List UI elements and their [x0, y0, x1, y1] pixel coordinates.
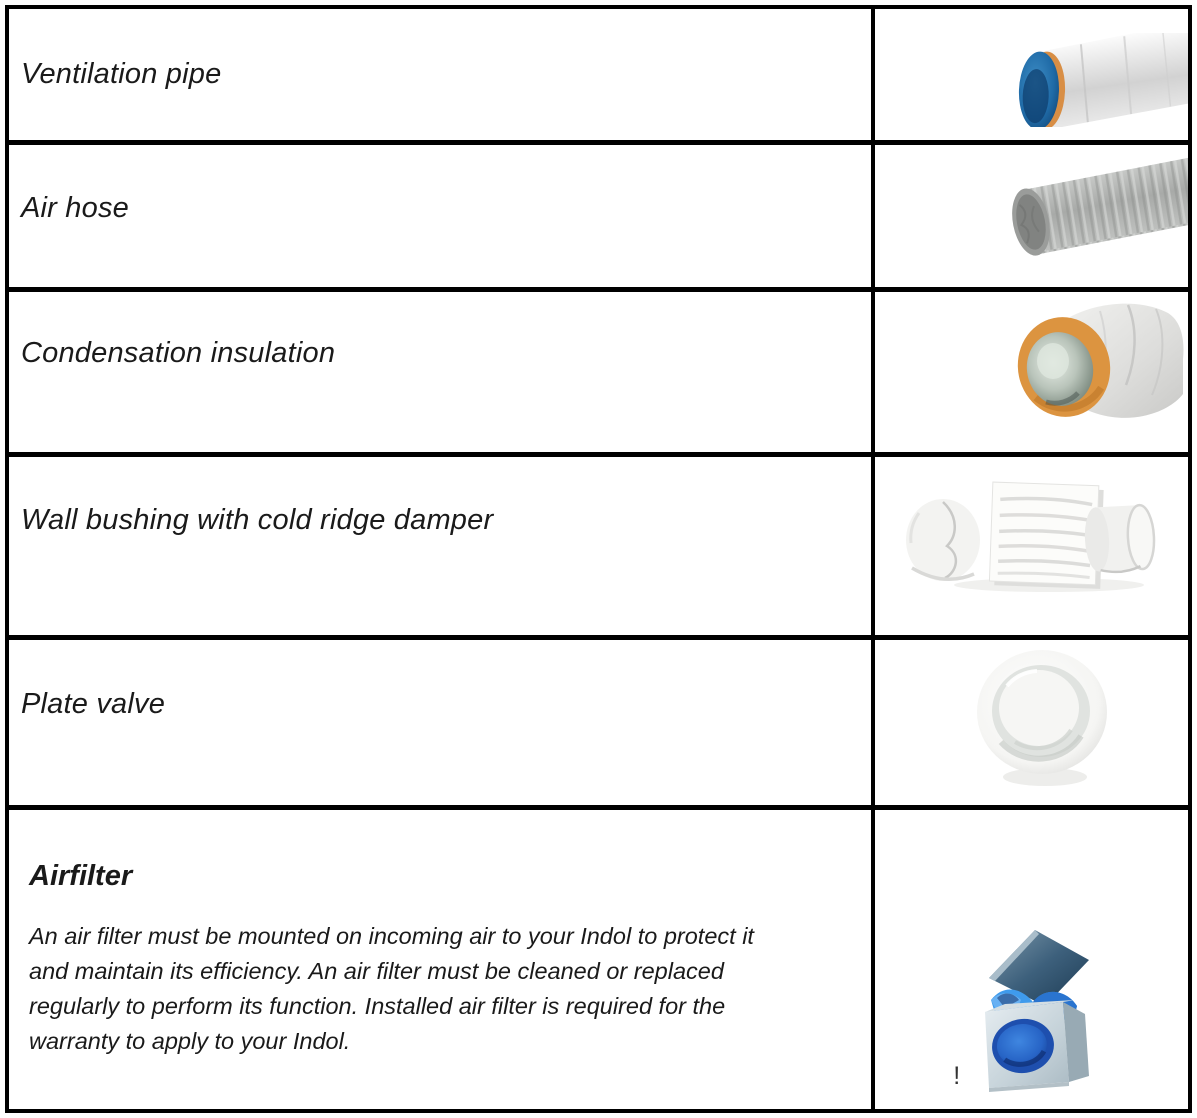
part-label: Air hose — [21, 191, 129, 224]
label-cell — [9, 457, 875, 635]
description-line: and maintain its efficiency. An air filter must be cleaned or replaced — [29, 958, 724, 984]
image-cell — [875, 145, 1188, 287]
plate-valve-photo — [973, 648, 1113, 790]
air-hose-photo — [998, 151, 1188, 269]
airfilter-description — [29, 919, 871, 1059]
label-cell — [9, 145, 875, 287]
image-cell — [875, 810, 1188, 1109]
label-cell — [9, 640, 875, 805]
section-heading: Airfilter — [29, 860, 133, 892]
part-label: Condensation insulation — [21, 336, 336, 369]
image-cell — [875, 9, 1188, 140]
air-filter-photo — [975, 920, 1097, 1092]
table-row — [9, 640, 1188, 810]
condensation-insulation-photo — [1000, 299, 1186, 431]
parts-table — [5, 5, 1192, 1113]
table-row — [9, 810, 1188, 1109]
table-row — [9, 457, 1188, 640]
label-cell — [9, 292, 875, 452]
label-cell — [9, 810, 875, 1109]
description-line: An air filter must be mounted on incoming air to your Indol to protect it — [29, 923, 754, 949]
ventilation-pipe-photo — [998, 33, 1188, 127]
image-cell — [875, 457, 1188, 635]
part-label: Ventilation pipe — [21, 58, 222, 90]
exclamation-mark: ! — [953, 1062, 961, 1090]
image-cell — [875, 292, 1188, 452]
description-line: regularly to perform its function. Installed air filter is required for the — [29, 993, 726, 1019]
image-cell — [875, 640, 1188, 805]
label-cell — [9, 9, 875, 140]
wall-bushing-photo — [899, 477, 1161, 595]
table-row — [9, 145, 1188, 292]
part-label: Plate valve — [21, 688, 166, 720]
table-row — [9, 292, 1188, 457]
description-line: warranty to apply to your Indol. — [29, 1028, 351, 1054]
table-row — [9, 9, 1188, 145]
part-label: Wall bushing with cold ridge damper — [21, 503, 494, 536]
